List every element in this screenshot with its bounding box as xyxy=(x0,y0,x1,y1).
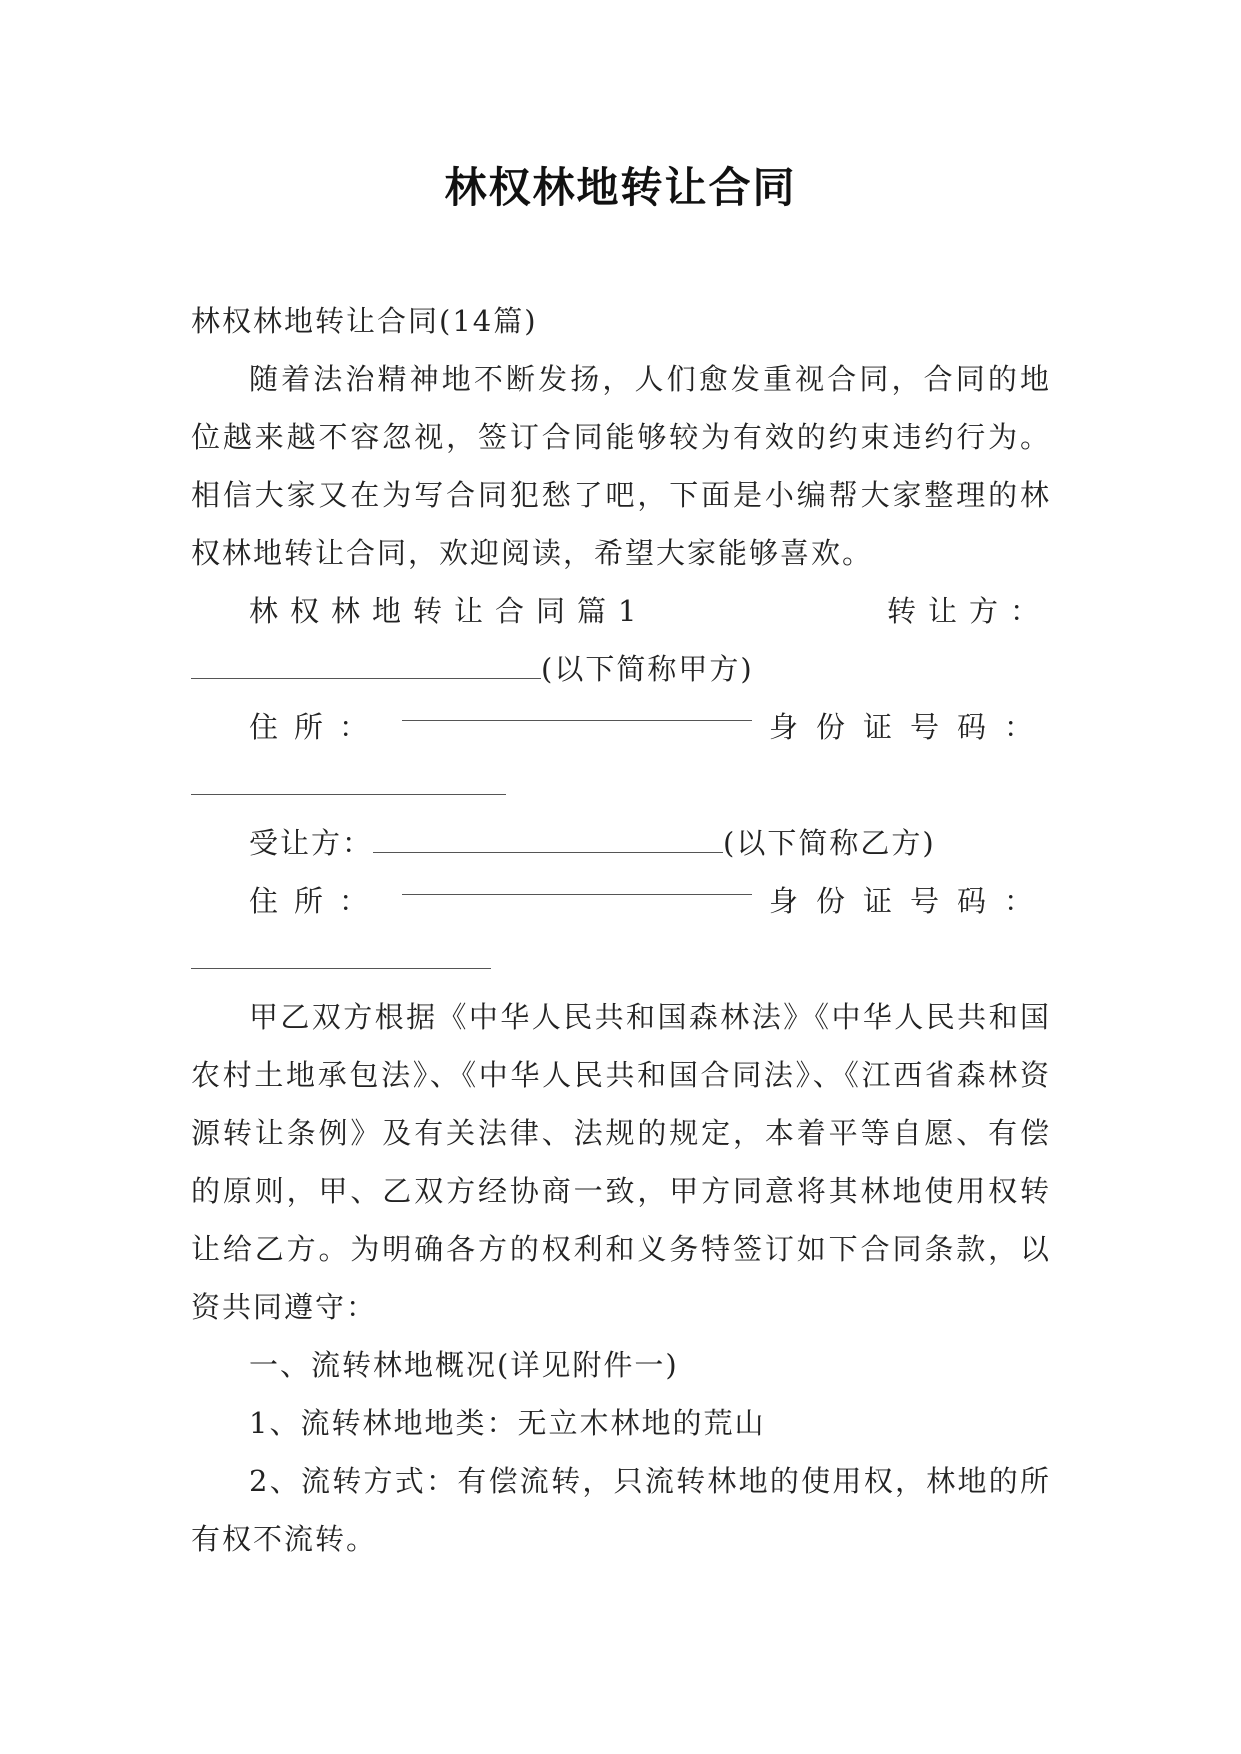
document-body xyxy=(191,292,1051,1568)
transferor-note: (以下简称甲方) xyxy=(541,652,754,686)
section-heading: 林权林地转让合同篇1 xyxy=(249,594,649,628)
basis-paragraph: 甲乙双方根据《中华人民共和国森林法》《中华人民共和国农村土地承包法》、《中华人民共和国合同法》、《江西省森林资源转让条例》及有关法律、法规的规定，本着平等自愿、有偿的原则，甲、乙双方经协商一致，甲方同意将其林地使用权转让给乙方。为明确各方的权利和义务特签订如下合同条款，以资共同遵守： xyxy=(191,1000,1051,1324)
clause-1-heading: 一、流转林地概况(详见附件一) xyxy=(249,1348,679,1382)
transferee-row xyxy=(191,814,1051,872)
document-subtitle: 林权林地转让合同(14篇) xyxy=(191,304,538,338)
transferor-address-row xyxy=(191,698,1051,756)
transferor-address-label: 住所： xyxy=(249,710,385,744)
transferee-id-label: 身份证号码： xyxy=(768,884,1051,918)
transferee-note: (以下简称乙方) xyxy=(723,826,936,860)
transferor-label: 转让方： xyxy=(886,594,1051,628)
transferee-address-label: 住所： xyxy=(249,884,385,918)
transferee-label: 受让方： xyxy=(249,826,374,860)
transferee-id-row xyxy=(191,930,1051,988)
transferor-id-row xyxy=(191,756,1051,814)
transferee-blank xyxy=(373,830,723,853)
clause-1-1: 1、流转林地地类：无立木林地的荒山 xyxy=(249,1406,766,1440)
clause-1-2: 2、流转方式：有偿流转，只流转林地的使用权，林地的所有权不流转。 xyxy=(191,1464,1051,1556)
transferor-id-label: 身份证号码： xyxy=(768,710,1051,744)
transferor-address-blank xyxy=(402,698,752,721)
transferee-address-row xyxy=(191,872,1051,930)
transferee-address-blank xyxy=(402,872,752,895)
transferee-id-blank xyxy=(191,946,491,969)
section-heading-row xyxy=(191,582,1051,640)
intro-paragraph: 随着法治精神地不断发扬，人们愈发重视合同，合同的地位越来越不容忽视，签订合同能够较为有效的约束违约行为。相信大家又在为写合同犯愁了吧，下面是小编帮大家整理的林权林地转让合同，欢迎阅读，希望大家能够喜欢。 xyxy=(191,362,1051,570)
transferor-id-blank xyxy=(191,772,506,795)
document-title: 林权林地转让合同 xyxy=(444,163,797,212)
transferor-blank xyxy=(191,656,541,679)
transferor-row xyxy=(191,640,1051,698)
